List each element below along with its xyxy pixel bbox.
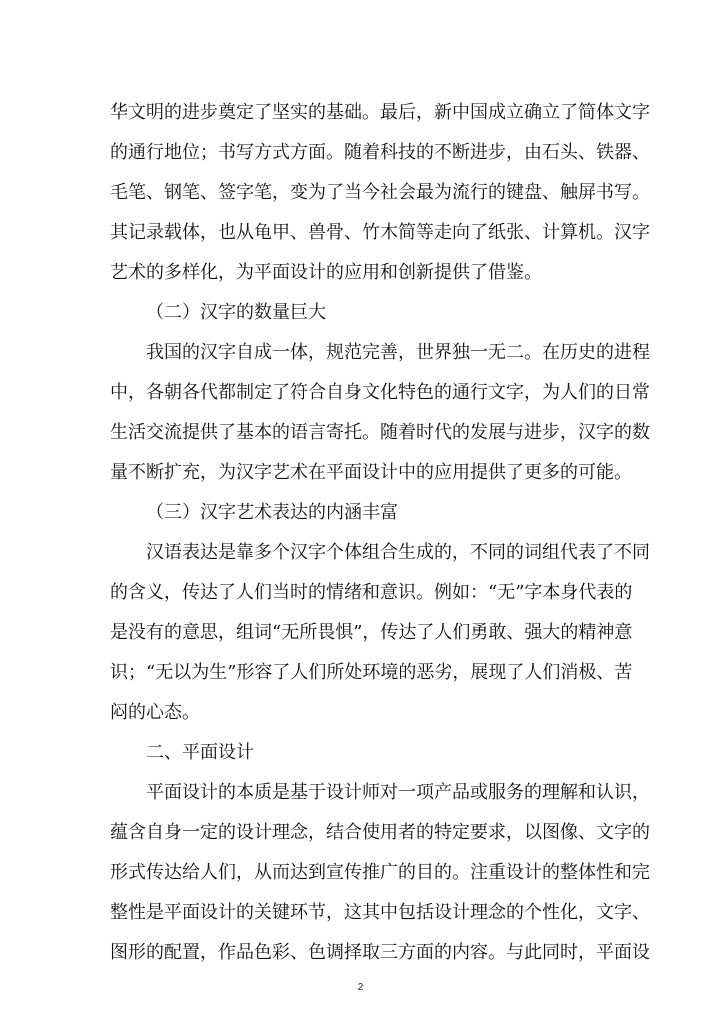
paragraph-line: 整性是平面设计的关键环节，这其中包括设计理念的个性化，文字、 xyxy=(110,902,650,923)
paragraph-line: 华文明的进步奠定了坚实的基础。最后，新中国成立确立了简体文字 xyxy=(110,102,650,123)
paragraph-line: 识；“无以为生”形容了人们所处环境的恶劣，展现了人们消极、苦 xyxy=(110,662,633,683)
paragraph-line: 是没有的意思，组词“无所畏惧”，传达了人们勇敢、强大的精神意 xyxy=(110,622,633,643)
paragraph-line: 蕴含自身一定的设计理念，结合使用者的特定要求，以图像、文字的 xyxy=(110,822,650,843)
page-number: 2 xyxy=(357,982,364,993)
paragraph-line: 量不断扩充，为汉字艺术在平面设计中的应用提供了更多的可能。 xyxy=(110,462,632,483)
paragraph-line: 闷的心态。 xyxy=(110,702,200,723)
paragraph-line: 平面设计的本质是基于设计师对一项产品或服务的理解和认识， xyxy=(146,782,650,803)
paragraph-line: 中，各朝各代都制定了符合自身文化特色的通行文字，为人们的日常 xyxy=(110,382,650,403)
paragraph-line: 其记录载体，也从龟甲、兽骨、竹木简等走向了纸张、计算机。汉字 xyxy=(110,222,650,243)
paragraph-line: 毛笔、钢笔、签字笔，变为了当今社会最为流行的键盘、触屏书写。 xyxy=(110,182,650,203)
paragraph-line: 我国的汉字自成一体，规范完善，世界独一无二。在历史的进程 xyxy=(146,342,650,363)
paragraph-line: 图形的配置，作品色彩、色调择取三方面的内容。与此同时，平面设 xyxy=(110,942,650,963)
paragraph-line: 的含义，传达了人们当时的情绪和意识。例如：“无”字本身代表的 xyxy=(110,582,633,603)
subheading-connotation: （三）汉字艺术表达的内涵丰富 xyxy=(146,502,398,523)
paragraph-line: 汉语表达是靠多个汉字个体组合生成的，不同的词组代表了不同 xyxy=(146,542,650,563)
paragraph-line: 形式传达给人们，从而达到宣传推广的目的。注重设计的整体性和完 xyxy=(110,862,650,883)
section-heading-graphic-design: 二、平面设计 xyxy=(146,742,254,763)
paragraph-line: 艺术的多样化，为平面设计的应用和创新提供了借鉴。 xyxy=(110,262,542,283)
paragraph-line: 的通行地位；书写方式方面。随着科技的不断进步，由石头、铁器、 xyxy=(110,142,650,163)
subheading-quantity: （二）汉字的数量巨大 xyxy=(146,302,326,323)
paragraph-line: 生活交流提供了基本的语言寄托。随着时代的发展与进步，汉字的数 xyxy=(110,422,650,443)
